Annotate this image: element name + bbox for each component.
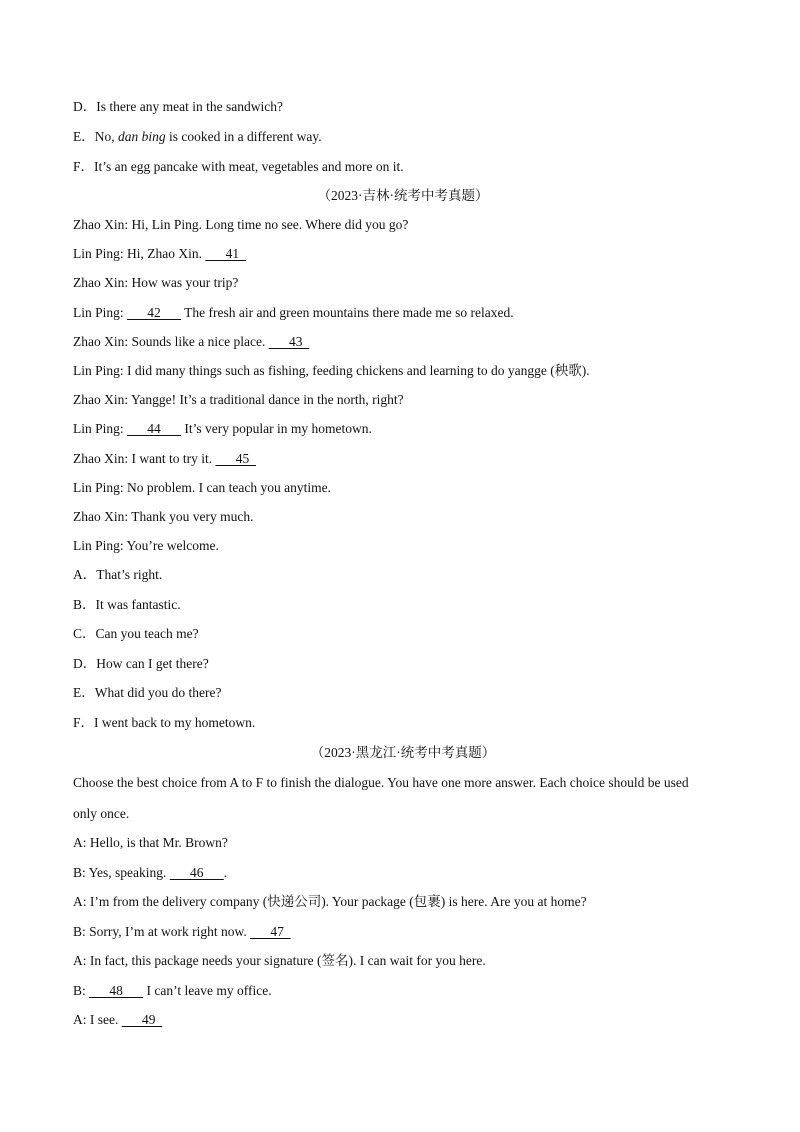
dialogue-line xyxy=(73,245,246,263)
answer-blank[interactable]: 42 xyxy=(127,304,182,320)
dialogue-text-rest: It’s very popular in my hometown. xyxy=(181,421,372,437)
option-item xyxy=(73,566,162,584)
dialogue-text: Zhao Xin: Hi, Lin Ping. Long time no see. Where did you go? xyxy=(73,217,409,232)
dialogue-text-rest: I can’t leave my office. xyxy=(143,982,272,998)
dialogue-line xyxy=(73,304,514,322)
option-letter: F． xyxy=(73,159,95,174)
dialogue-text: Zhao Xin: I want to try it. xyxy=(73,450,216,466)
dialogue-line xyxy=(73,952,486,970)
dialogue-line xyxy=(73,864,227,882)
dialogue-text: B: Sorry, I’m at work right now. xyxy=(73,923,251,939)
dialogue-line xyxy=(73,420,372,438)
option-letter: E． xyxy=(73,129,95,144)
option-text-rest: is cooked in a different way. xyxy=(165,129,322,144)
option-italic-text: dan bing xyxy=(118,129,166,144)
answer-blank[interactable]: 47 xyxy=(250,923,291,939)
option-d xyxy=(73,98,283,116)
option-item xyxy=(73,625,199,643)
dialogue-text: Lin Ping: I did many things such as fishing, feeding chickens and learning to do yangge (秧歌). xyxy=(73,363,590,378)
dialogue-text: A: I’m from the delivery company (快递公司). Your package (包裹) is here. Are you at home? xyxy=(73,894,587,909)
option-letter: F． xyxy=(73,715,95,730)
option-letter: D． xyxy=(73,99,97,114)
instruction-line-2: only once. xyxy=(73,806,130,821)
dialogue-text: Lin Ping: Hi, Zhao Xin. xyxy=(73,246,206,262)
dialogue-text: Lin Ping: xyxy=(73,421,128,437)
answer-blank[interactable]: 41 xyxy=(205,246,246,262)
dialogue-line xyxy=(73,834,228,852)
option-text: No, xyxy=(94,129,118,144)
dialogue-line xyxy=(73,508,253,526)
dialogue-line xyxy=(73,216,408,234)
option-letter: B． xyxy=(73,596,96,612)
dialogue-text: B: xyxy=(73,982,90,998)
option-letter: A． xyxy=(73,567,97,582)
option-text: It was fantastic. xyxy=(95,596,181,612)
answer-blank[interactable]: 45 xyxy=(215,450,256,466)
dialogue-text: Zhao Xin: Sounds like a nice place. xyxy=(73,333,269,349)
option-letter: D． xyxy=(73,655,97,671)
dialogue-text: A: Hello, is that Mr. Brown? xyxy=(73,835,228,850)
dialogue-text: Zhao Xin: Thank you very much. xyxy=(73,509,254,524)
option-text: How can I get there? xyxy=(96,655,209,671)
option-text: Is there any meat in the sandwich? xyxy=(96,99,283,114)
option-text: Can you teach me? xyxy=(95,626,199,642)
dialogue-text: A: I see. xyxy=(73,1012,122,1027)
option-item xyxy=(73,596,181,614)
option-item xyxy=(73,684,221,702)
option-text: What did you do there? xyxy=(94,685,222,701)
dialogue-line xyxy=(73,391,404,409)
dialogue-line xyxy=(73,537,219,555)
answer-blank[interactable]: 46 xyxy=(169,864,224,880)
option-text: That’s right. xyxy=(96,567,163,582)
section-source-jilin: （2023·吉林·统考中考真题） xyxy=(317,188,489,203)
answer-blank[interactable]: 44 xyxy=(127,421,182,437)
dialogue-line xyxy=(73,479,331,497)
dialogue-text: B: Yes, speaking. xyxy=(73,864,170,880)
option-letter: E． xyxy=(73,685,95,701)
dialogue-line xyxy=(73,1011,162,1029)
dialogue-line xyxy=(73,893,587,911)
option-text: It’s an egg pancake with meat, vegetables and more on it. xyxy=(94,159,404,174)
answer-blank[interactable]: 43 xyxy=(268,333,310,349)
dialogue-text: Lin Ping: xyxy=(73,304,128,320)
dialogue-line xyxy=(73,274,238,292)
dialogue-line xyxy=(73,333,309,351)
option-letter: C． xyxy=(73,626,96,642)
dialogue-text: Lin Ping: No problem. I can teach you anytime. xyxy=(73,479,331,495)
dialogue-text-rest: . xyxy=(223,864,228,880)
option-item xyxy=(73,655,209,673)
dialogue-line xyxy=(73,982,272,1000)
dialogue-line xyxy=(73,450,256,468)
dialogue-text: Lin Ping: You’re welcome. xyxy=(73,538,219,554)
option-e xyxy=(73,128,322,146)
option-text: I went back to my hometown. xyxy=(94,715,256,730)
section-source-heilongjiang: （2023·黑龙江·统考中考真题） xyxy=(310,745,496,760)
dialogue-line xyxy=(73,362,590,380)
dialogue-text: Zhao Xin: Yangge! It’s a traditional dance in the north, right? xyxy=(73,392,404,408)
dialogue-text-rest: The fresh air and green mountains there made me so relaxed. xyxy=(181,304,514,320)
answer-blank[interactable]: 49 xyxy=(121,1012,163,1027)
option-item xyxy=(73,714,255,732)
instruction-line-1: Choose the best choice from A to F to finish the dialogue. You have one more answer. Each choice should be used xyxy=(73,775,689,790)
dialogue-line xyxy=(73,923,291,941)
dialogue-text: Zhao Xin: How was your trip? xyxy=(73,275,239,291)
option-f xyxy=(73,158,404,176)
dialogue-text: A: In fact, this package needs your signature (签名). I can wait for you here. xyxy=(73,953,486,968)
answer-blank[interactable]: 48 xyxy=(89,982,144,998)
